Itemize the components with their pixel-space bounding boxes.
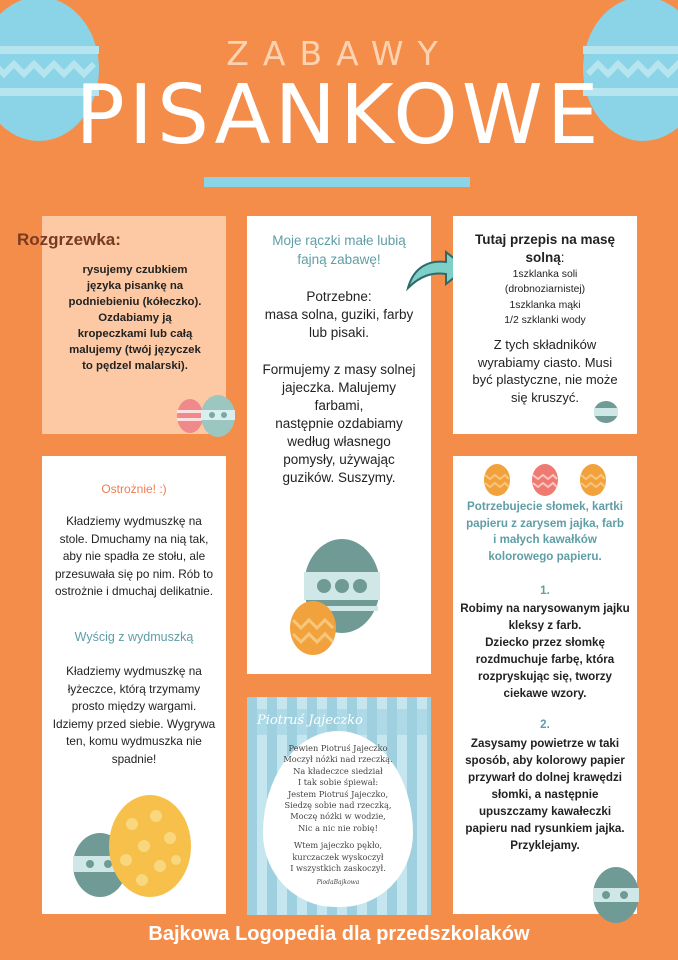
careful-heading: Ostrożnie! :) [101,482,167,496]
easter-egg-icon [483,463,511,497]
poem-egg [263,731,413,907]
easter-egg-icon [108,794,192,898]
straw-step2-text: Zasysamy powietrze w taki sposób, aby kolorowy papier przywarł do dolnej krawędzi słomki, a następnie upuszczamy kawałeczki papieru nad rysunkiem jajka. Przyklejamy. [465,737,625,852]
straw-intro: Potrzebujecie słomek, kartki papieru z zarysem jajka, farb i małych kawałków kolorowego papieru. [466,500,624,563]
middle-intro: Moje rączki małe lubią fajną zabawę! [272,233,406,267]
warmup-heading: Rozgrzewka: [17,230,121,249]
warmup-text: rysujemy czubkiem języka pisankę na podniebieniu (kółeczko). Ozdabiamy ją kropeczkami lub całą malujemy (twój języczek to pędzel malarski). [68,264,202,372]
title-underline [204,177,470,187]
straw-step1-text: Robimy na narysowanym jajku kleksy z farb. Dziecko przez słomkę rozdmuchuje farbę, która rozpryskując się, tworzy ciekawe wzory. [460,602,630,700]
easter-egg-icon [531,463,559,497]
middle-needs: Potrzebne: masa solna, guziki, farby lub pisaki. [264,289,414,340]
middle-steps: Formujemy z masy solnej jajeczka. Malujemy farbami, następnie ozdabiamy według własnego pomysły, używając guzików. Suszymy. [262,362,416,485]
easter-egg-icon [592,866,640,924]
poem-card [247,697,431,915]
easter-egg-icon [289,600,337,656]
title-top: ZABAWY [226,34,452,73]
careful-text: Kładziemy wydmuszkę na stole. Dmuchamy na nią tak, aby nie spadła ze stołu, ale przesuwała się po nim. Rób to ostrożnie i dmuchaj delikatnie. [54,514,214,598]
recipe-heading: Tutaj przepis na masę solną: [474,232,616,265]
race-text: Kładziemy wydmuszkę na łyżeczce, którą trzymamy prosto między wargami. Idziemy przed siebie. Wygrywa ten, komu wydmuszka nie spadnie! [52,664,216,766]
recipe-ingredients: 1szklanka soli (drobnoziarnistej) 1szklanka mąki 1/2 szklanki wody [504,269,586,326]
poem-signature: PiodaBajkowa [316,879,360,886]
poem-title: Piotruś Jajeczko [257,713,363,728]
page-title: PISANKOWE [75,68,603,163]
straw-step2-number: 2. [540,718,550,731]
easter-egg-icon [593,400,619,424]
race-heading: Wyścig z wydmuszką [74,630,194,644]
footer: Bajkowa Logopedia dla przedszkolaków [148,923,530,945]
straw-step1-number: 1. [540,584,550,597]
easter-egg-icon [579,463,607,497]
poem-text: Pewien Piotruś Jajeczko Moczył nóżki nad rzeczką. Na kładeczce siedział I tak sobie śpiewał: Jestem Piotruś Jajeczko, Siedzę sobie nad rzeczką, Moczę nóżki w wodzie, Nic a nic nie robię! Wtem jajeczko pękło, kurczaczek wyskoczył I wszystkich zaskoczył. [283,743,393,874]
recipe-body: Z tych składników wyrabiamy ciasto. Musi być plastyczne, nie może się kruszyć. [472,337,618,405]
easter-egg-icon [200,394,236,438]
